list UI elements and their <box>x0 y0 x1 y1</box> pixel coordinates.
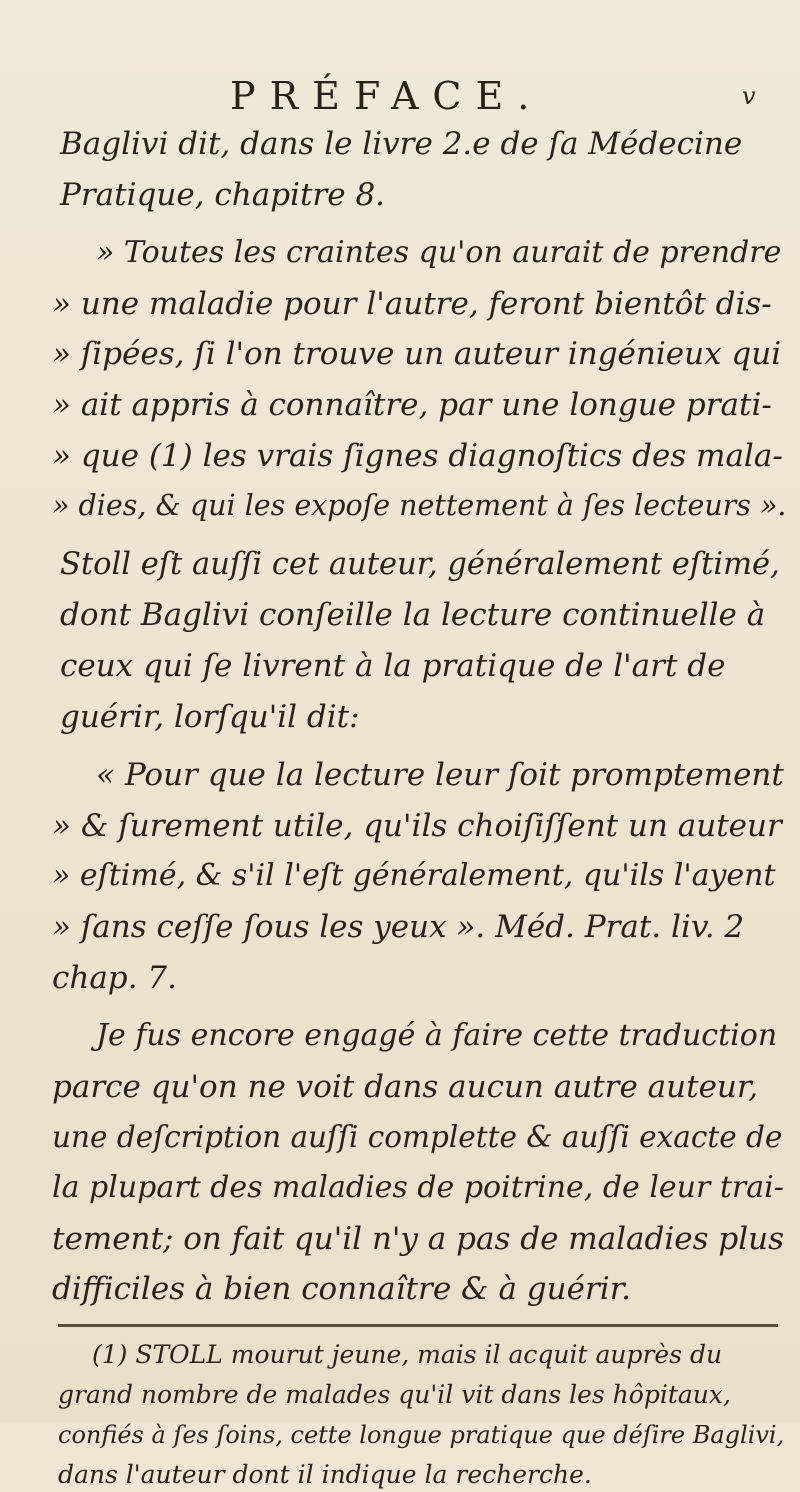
text-line: Pratique, chapitre 8. <box>60 177 386 213</box>
text-line: une deſcription auſſi complette & auſſi exacte de <box>52 1120 783 1154</box>
text-line: difficiles à bien connaître & à guérir. <box>52 1271 631 1307</box>
text-line: Baglivi dit, dans le livre 2.e de ſa Médecine <box>60 126 743 162</box>
footnote-line: confiés à ſes ſoins, cette longue pratique que déſire Baglivi, <box>58 1421 785 1449</box>
quote-line: » & ſurement utile, qu'ils choiſiſſent un auteur <box>52 808 782 844</box>
quote-line: » que (1) les vrais ſignes diagnoſtics des mala- <box>52 438 783 474</box>
page-header-title: PRÉFACE. <box>230 74 544 118</box>
quote-line: » ait appris à connaître, par une longue prati- <box>52 387 772 423</box>
text-line: parce qu'on ne voit dans aucun autre auteur, <box>52 1069 759 1105</box>
text-line: tement; on fait qu'il n'y a pas de maladies plus <box>52 1221 785 1257</box>
text-line: la plupart des maladies de poitrine, de leur trai- <box>52 1170 784 1205</box>
text-line: Je fus encore engagé à faire cette traduction <box>96 1018 778 1053</box>
quote-line: » eſtimé, & s'il l'eſt généralement, qu'ils l'ayent <box>52 858 776 893</box>
quote-line: « Pour que la lecture leur ſoit promptement <box>96 757 784 793</box>
text-line: Stoll eſt auſſi cet auteur, généralement eſtimé, <box>60 547 780 582</box>
quote-line: » ſans ceſſe ſous les yeux ». Méd. Prat. liv. 2 <box>52 909 745 945</box>
footnote-line: (1) STOLL mourut jeune, mais il acquit auprès du <box>92 1340 723 1369</box>
quote-line: chap. 7. <box>52 960 177 996</box>
footnote-line: dans l'auteur dont il indique la recherche. <box>58 1460 592 1489</box>
quote-line: » dies, & qui les expoſe nettement à ſes lecteurs ». <box>52 489 787 522</box>
text-line: dont Baglivi conſeille la lecture continuelle à <box>60 597 766 633</box>
text-line: ceux qui ſe livrent à la pratique de l'art de <box>60 648 726 684</box>
footnote-divider <box>58 1324 778 1327</box>
quote-line: » ſipées, ſi l'on trouve un auteur ingénieux qui <box>52 336 782 372</box>
text-line: guérir, lorſqu'il dit: <box>60 699 360 735</box>
page-number: v <box>742 82 756 110</box>
footnote-line: grand nombre de malades qu'il vit dans les hôpitaux, <box>58 1380 731 1409</box>
quote-line: » une maladie pour l'autre, feront bientôt dis- <box>52 286 772 322</box>
quote-line: » Toutes les craintes qu'on aurait de prendre <box>96 235 782 270</box>
